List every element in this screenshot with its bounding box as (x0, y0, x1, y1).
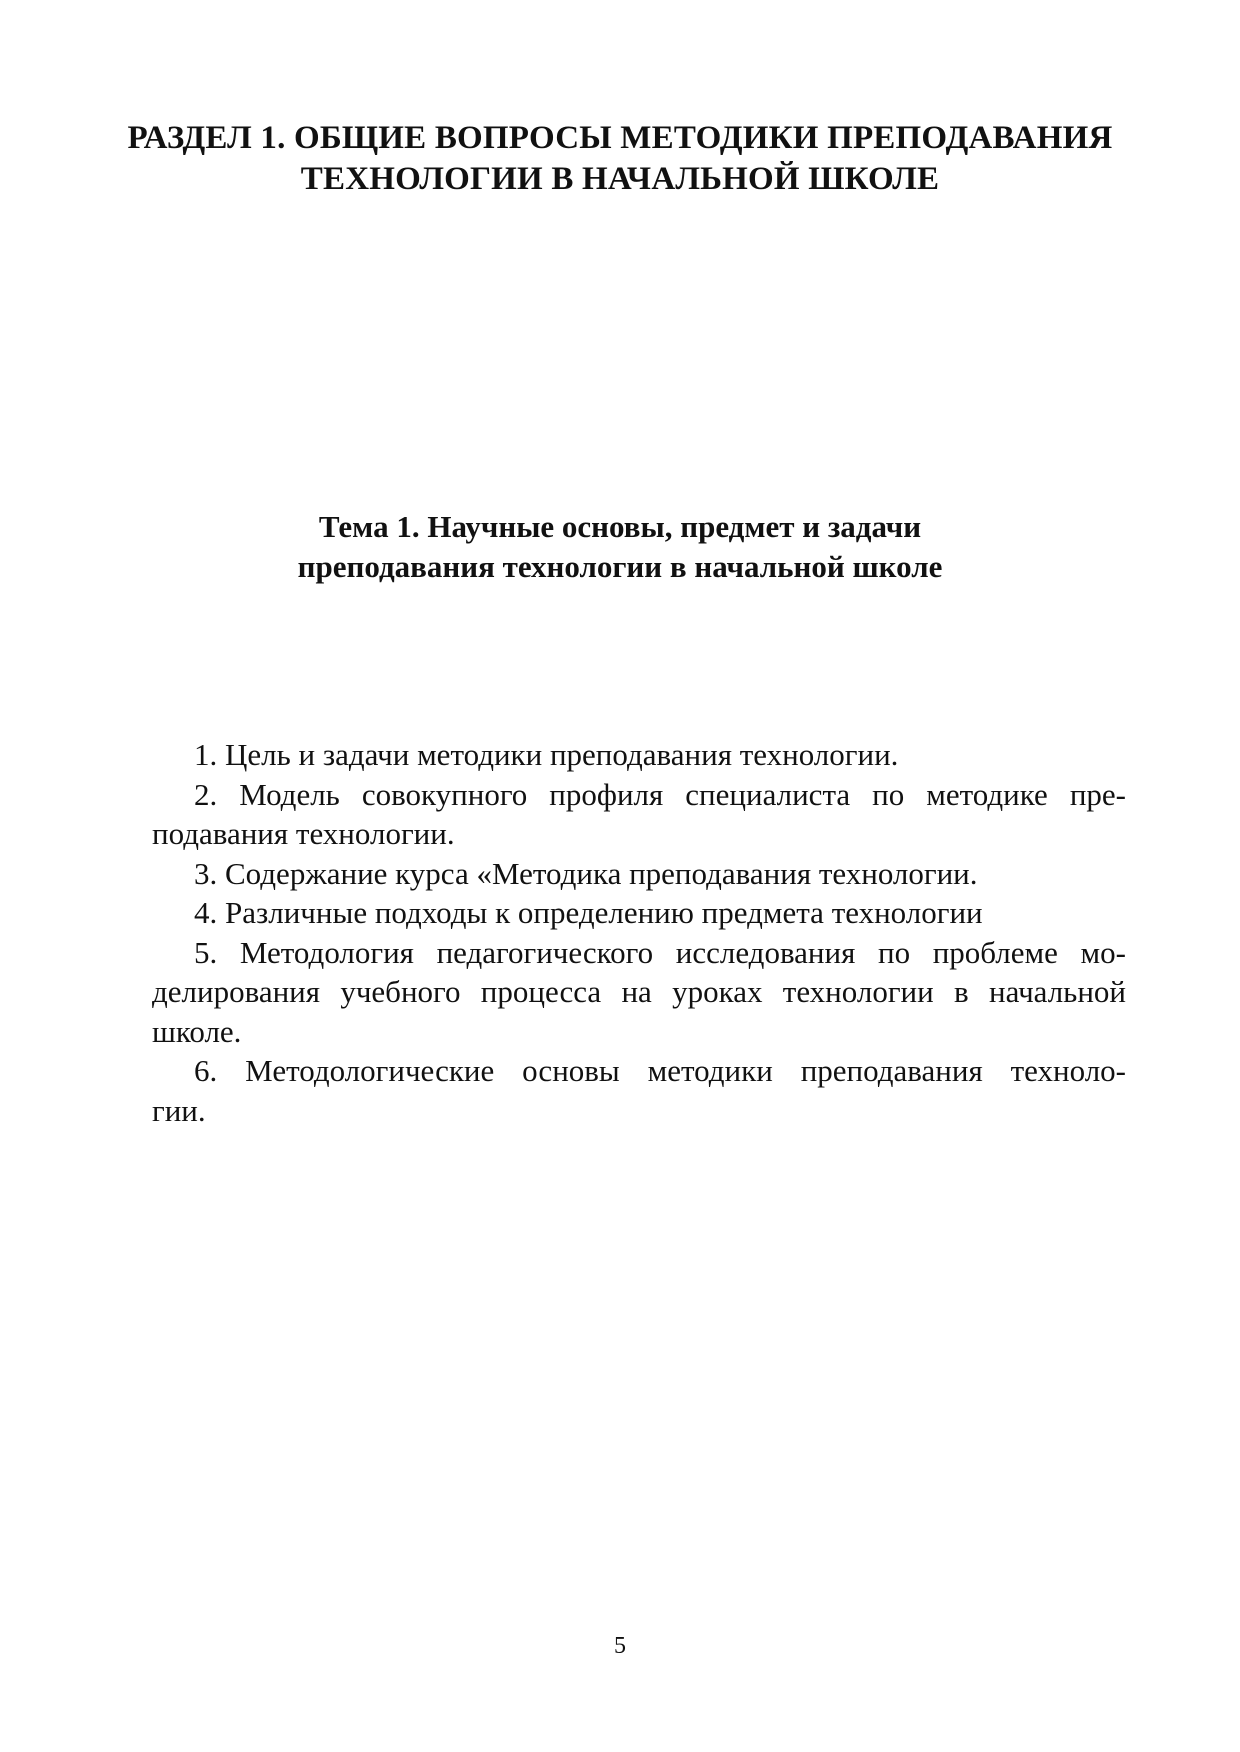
section-title-line-1: РАЗДЕЛ 1. ОБЩИЕ ВОПРОСЫ МЕТОДИКИ ПРЕПОДАВАНИЯ (127, 120, 1113, 156)
section-title-line-2: ТЕХНОЛОГИИ В НАЧАЛЬНОЙ ШКОЛЕ (300, 161, 940, 197)
topic-title (150, 507, 1090, 587)
question-5-line-2: делирования учебного процесса на уроках технологии в начальной (152, 974, 1126, 1009)
question-3-line-1: 3. Содержание курса «Методика преподавания технологии. (194, 855, 978, 891)
question-item-6 (152, 1051, 1126, 1130)
question-item-4 (152, 893, 1126, 933)
question-6-line-1: 6. Методологические основы методики преподавания техноло- (194, 1053, 1126, 1088)
question-item-5 (152, 933, 1126, 1052)
question-5-line-1: 5. Методология педагогического исследования по проблеме мо- (194, 934, 1126, 970)
question-5-line-3: школе. (152, 1013, 242, 1049)
question-item-1 (152, 735, 1126, 775)
question-4-line-1: 4. Различные подходы к определению предмета технологии (194, 895, 983, 930)
question-item-3 (152, 854, 1126, 894)
question-2-line-1: 2. Модель совокупного профиля специалиста по методике пре- (194, 776, 1126, 812)
question-1-line-1: 1. Цель и задачи методики преподавания технологии. (194, 737, 899, 772)
page-number: 5 (614, 1633, 626, 1659)
question-item-2 (152, 775, 1126, 854)
question-2-line-2: подавания технологии. (152, 816, 455, 851)
question-6-line-2: гии. (152, 1092, 206, 1128)
section-title (100, 118, 1140, 200)
question-list (152, 735, 1126, 1130)
topic-title-line-2: преподавания технологии в начальной школе (297, 549, 943, 584)
topic-title-line-1: Тема 1. Научные основы, предмет и задачи (318, 509, 922, 544)
